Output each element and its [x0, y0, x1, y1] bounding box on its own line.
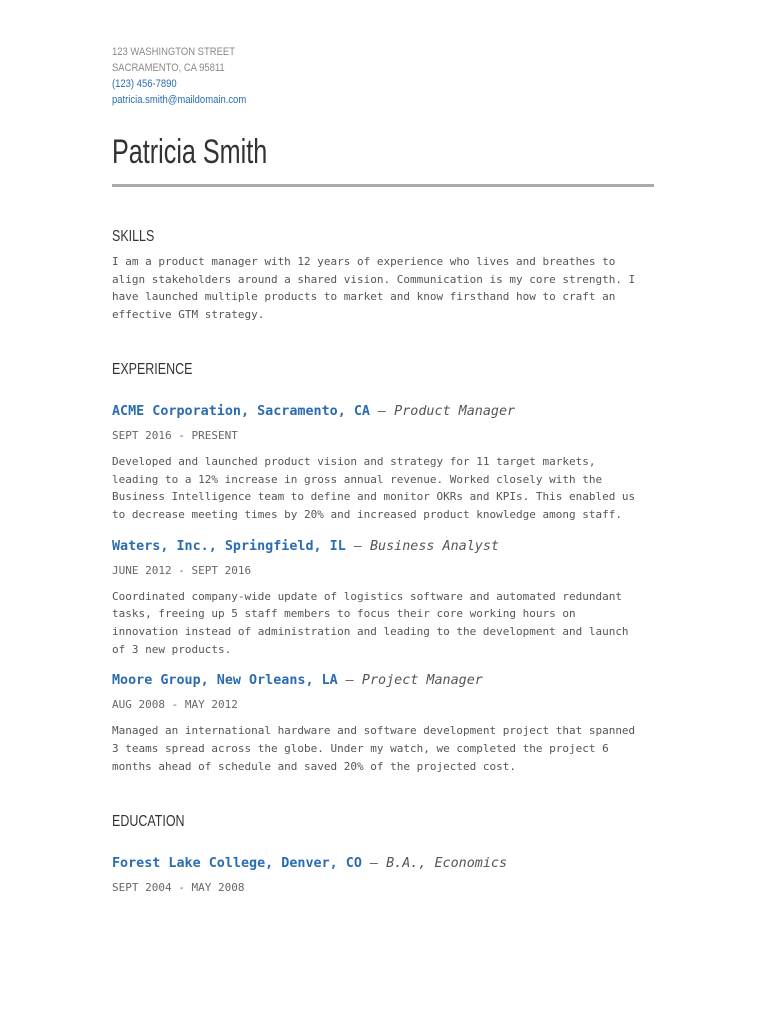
entry-header [112, 671, 654, 691]
entry-separator: — [378, 403, 387, 419]
experience-entry [112, 402, 654, 524]
entry-description: Managed an international hardware and software development project that spanned 3 teams spread across the globe. Under my watch, we completed the project 6 months ahead of schedule and saved 20% of the projected cost. [112, 724, 636, 773]
entry-dates: AUG 2008 - MAY 2012 [112, 698, 238, 712]
entry-separator: — [345, 673, 354, 689]
entry-header [112, 537, 654, 557]
person-name: Patricia Smith [112, 133, 268, 171]
skills-text: I am a product manager with 12 years of experience who lives and breathes to align stakeholders around a shared vision. Communication is my core strength. I have launched multiple products to market and know firsthand how to craft an effective GTM strategy. [112, 255, 636, 322]
experience-entry [112, 671, 654, 775]
experience-entry [112, 537, 654, 659]
entry-description: Developed and launched product vision and strategy for 11 target markets, leading to a 12% increase in gross annual revenue. Worked closely with the Business Intelligence team to define and monitor OKRs and KPIs. This enabled us to decrease meeting times by 20% and increased product knowledge among staff. [112, 454, 636, 521]
entry-role: Product Manager [394, 403, 516, 419]
entry-description: Coordinated company-wide update of logistics software and automated redundant tasks, freeing up 5 staff members to focus their core working hours on innovation instead of administration and leading to the development and launch of 3 new products. [112, 589, 629, 656]
skills-section [112, 227, 654, 324]
entry-organization: Waters, Inc., Springfield, IL [112, 538, 346, 554]
experience-section [112, 360, 654, 776]
entry-dates: SEPT 2004 - MAY 2008 [112, 880, 245, 894]
entry-role: B.A., Economics [386, 855, 508, 871]
education-heading: EDUCATION [112, 812, 185, 830]
entry-dates: SEPT 2016 - PRESENT [112, 428, 238, 442]
skills-heading: SKILLS [112, 228, 155, 245]
entry-header [112, 854, 654, 874]
contact-street: 123 WASHINGTON STREET [112, 46, 236, 58]
education-section [112, 812, 654, 896]
entry-separator: — [353, 538, 362, 554]
resume-page [112, 44, 654, 896]
entry-organization: Moore Group, New Orleans, LA [112, 673, 338, 689]
entry-role: Business Analyst [369, 538, 499, 554]
header-divider [112, 184, 654, 187]
entry-header [112, 402, 654, 422]
experience-heading: EXPERIENCE [112, 360, 193, 378]
entry-dates: JUNE 2012 - SEPT 2016 [112, 563, 252, 577]
contact-phone-link[interactable]: (123) 456-7890 [112, 78, 177, 90]
entry-separator: — [369, 855, 379, 871]
education-entry [112, 854, 654, 896]
contact-city: SACRAMENTO, CA 95811 [112, 62, 225, 74]
contact-block [112, 44, 654, 108]
entry-organization: Forest Lake College, Denver, CO [112, 855, 362, 871]
contact-email-link[interactable]: patricia.smith@maildomain.com [112, 94, 247, 106]
entry-role: Project Manager [361, 673, 483, 689]
entry-organization: ACME Corporation, Sacramento, CA [112, 403, 370, 419]
